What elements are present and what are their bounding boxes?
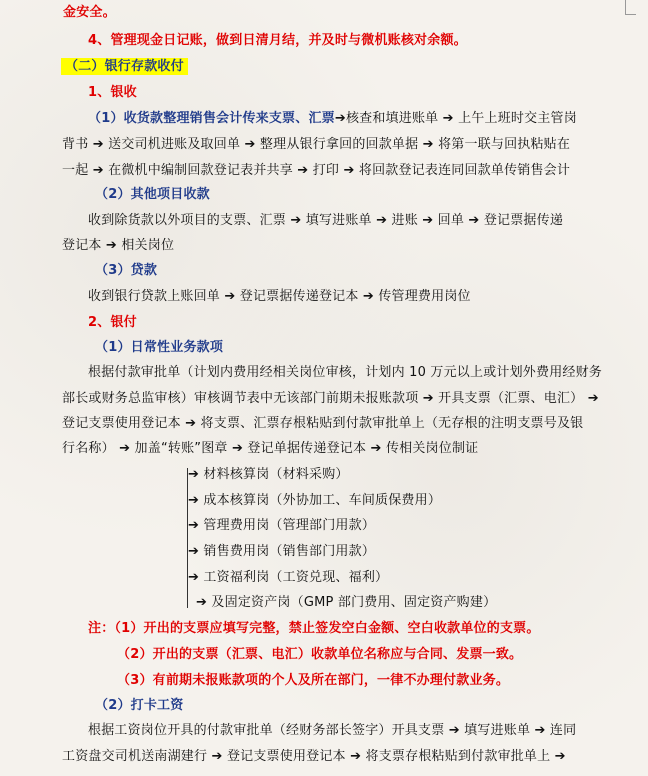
branch-item: ➔ 管理费用岗（管理部门用款）	[188, 518, 376, 533]
branch-connector	[187, 468, 188, 608]
subheading: 1、银收	[88, 85, 137, 100]
branch-item: ➔ 成本核算岗（外协加工、车间质保费用）	[188, 493, 442, 508]
text-line: 背书 ➔ 送交司机进账及取回单 ➔ 整理从银行拿回的回款单据 ➔ 将第一联与回执粘贴在	[62, 137, 571, 152]
text-line: 登记本 ➔ 相关岗位	[62, 238, 175, 253]
highlight: （二）银行存款收付	[61, 58, 188, 75]
note-line: 注：（1）开出的支票应填写完整，禁止签发空白金额、空白收款单位的支票。	[88, 621, 540, 636]
branch-item: ➔ 及固定资产岗（GMP 部门费用、固定资产购建）	[196, 595, 497, 610]
item-heading: （1）收货款整理销售会计传来支票、汇票	[88, 111, 335, 126]
text-line: 部长或财务总监审核）审核调节表中无该部门前期未报账款项 ➔ 开具支票（汇票、电汇） ➔	[62, 391, 599, 406]
text-line: 根据付款审批单（计划内费用经相关岗位审核，计划内 10 万元以上或计划外费用经财务	[88, 365, 603, 380]
note-line: （2）开出的支票（汇票、电汇）收款单位名称应与合同、发票一致。	[117, 647, 523, 662]
branch-item: ➔ 销售费用岗（销售部门用款）	[188, 544, 376, 559]
text-line: 一起 ➔ 在微机中编制回款登记表并共享 ➔ 打印 ➔ 将回款登记表连同回款单传销售会计	[62, 163, 571, 178]
page-corner-mark	[625, 0, 636, 15]
subheading: 2、银付	[88, 315, 137, 330]
text-line: 金安全。	[63, 5, 116, 20]
text-line	[88, 110, 577, 128]
branch-item: ➔ 工资福利岗（工资兑现、福利）	[188, 570, 389, 585]
text-line: 收到银行贷款上账回单 ➔ 登记票据传递登记本 ➔ 传管理费用岗位	[88, 289, 471, 304]
text-line: 行名称） ➔ 加盖“转账”图章 ➔ 登记单据传递登记本 ➔ 传相关岗位制证	[62, 441, 479, 456]
text-line-rest: ➔核查和填进账单 ➔ 上午上班时交主管岗	[334, 111, 577, 126]
item-heading: （2）其他项目收款	[95, 187, 210, 202]
section-heading	[61, 58, 188, 76]
text-line: 工资盘交司机送南湖建行 ➔ 登记支票使用登记本 ➔ 将支票存根粘贴到付款审批单上 ➔	[62, 749, 566, 764]
text-line: 登记支票使用登记本 ➔ 将支票、汇票存根粘贴到付款审批单上（无存根的注明支票号及银	[62, 416, 584, 431]
text-line: 根据工资岗位开具的付款审批单（经财务部长签字）开具支票 ➔ 填写进账单 ➔ 连同	[88, 723, 577, 738]
text-line: 收到除货款以外项目的支票、汇票 ➔ 填写进账单 ➔ 进账 ➔ 回单 ➔ 登记票据传递	[88, 213, 564, 228]
item-heading: （1）日常性业务款项	[95, 340, 224, 355]
item-heading: （3）贷款	[95, 263, 158, 278]
branch-item: ➔ 材料核算岗（材料采购）	[188, 467, 349, 482]
note-line: （3）有前期未报账款项的个人及所在部门，一律不办理付款业务。	[117, 673, 510, 688]
item-heading: （2）打卡工资	[95, 698, 184, 713]
text-line: 4、管理现金日记账，做到日清月结，并及时与微机账核对余额。	[88, 33, 467, 48]
